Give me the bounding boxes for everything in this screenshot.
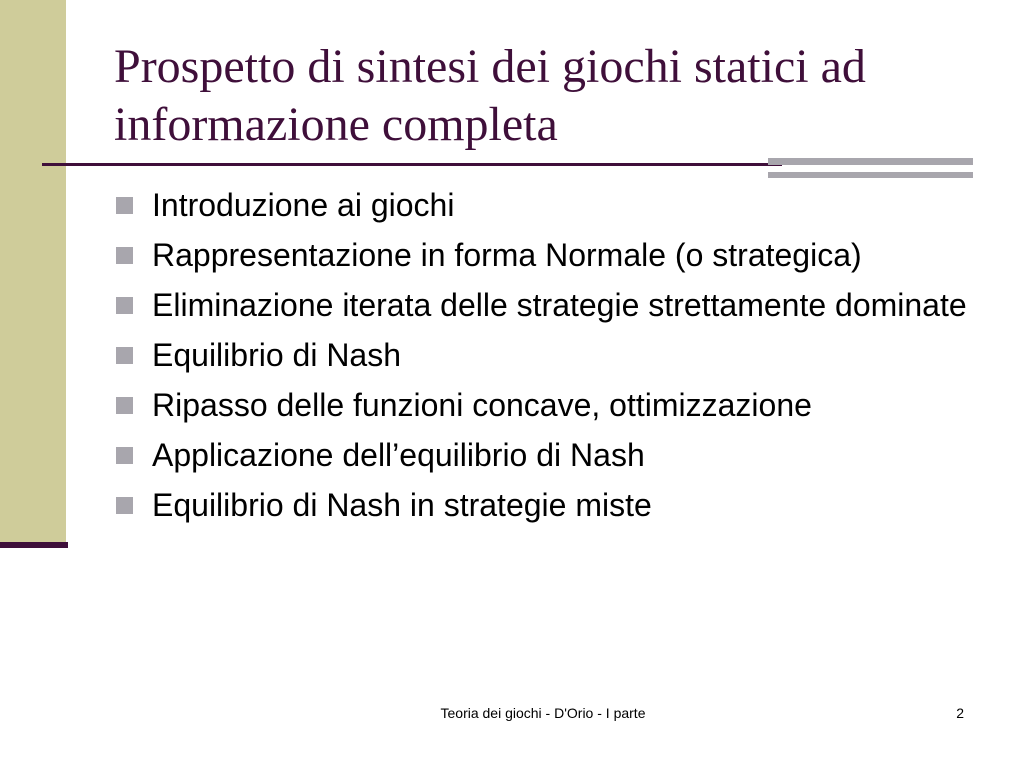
square-bullet-icon [116,397,133,414]
bullet-item [114,334,974,377]
bullet-text: Equilibrio di Nash in strategie miste [152,487,652,523]
slide-title: Prospetto di sintesi dei giochi statici ad informazione completa [114,40,866,151]
bullet-text: Rappresentazione in forma Normale (o strategica) [152,237,862,273]
square-bullet-icon [116,247,133,264]
square-bullet-icon [116,347,133,364]
bullet-item [114,184,974,227]
bullet-item [114,284,974,327]
square-bullet-icon [116,497,133,514]
accent-bar-top [768,158,973,165]
square-bullet-icon [116,447,133,464]
side-decor-band [0,0,66,548]
bullet-text: Eliminazione iterata delle strategie strettamente dominate [152,287,967,323]
square-bullet-icon [116,297,133,314]
side-decor-rule [0,542,68,548]
bullet-text: Introduzione ai giochi [152,187,455,223]
bullet-item [114,384,974,427]
bullet-text: Ripasso delle funzioni concave, ottimizzazione [152,387,812,423]
page-number: 2 [956,705,964,721]
bullet-item [114,484,974,527]
slide-footer: Teoria dei giochi - D'Orio - I parte [440,705,646,721]
bullet-item [114,234,974,277]
accent-bar-bottom [768,172,973,178]
square-bullet-icon [116,197,133,214]
bullet-item [114,434,974,477]
bullet-text: Equilibrio di Nash [152,337,402,373]
bullet-text: Applicazione dell’equilibrio di Nash [152,437,645,473]
title-underline [42,163,782,166]
bullet-list [114,184,974,534]
